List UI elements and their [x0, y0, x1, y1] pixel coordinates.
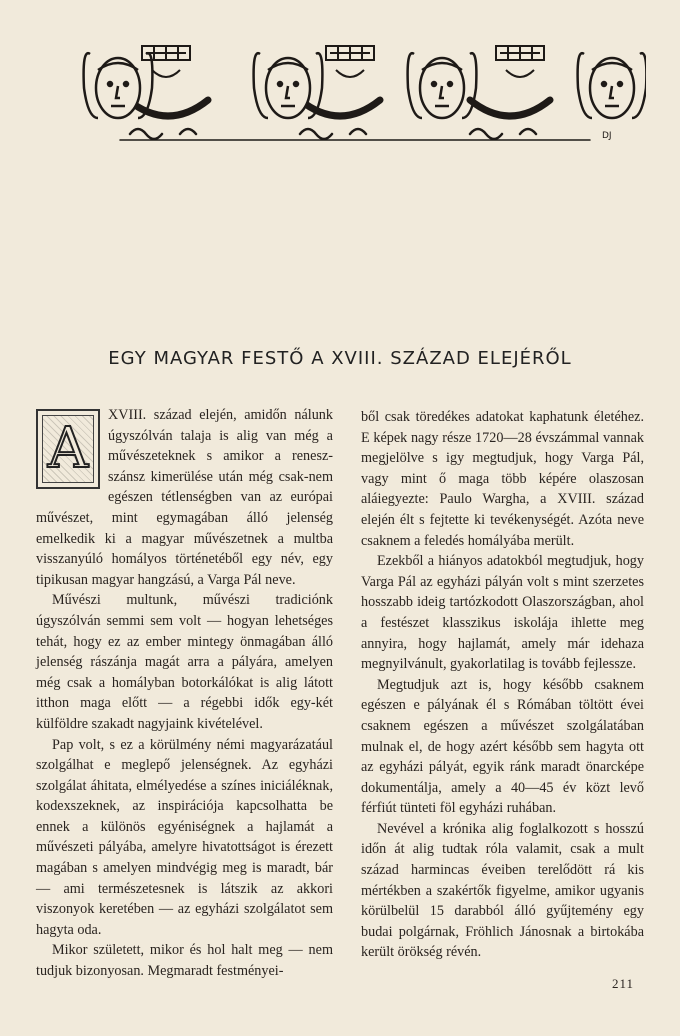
left-column — [36, 405, 333, 982]
page-number: 211 — [611, 976, 634, 991]
monogram: DJ — [602, 131, 612, 141]
flower-ornaments — [142, 46, 544, 77]
paragraph: XVIII. század elején, amidőn nálunk úgyszólván talaja is alig van még a művészeteknek s amikor a renesz-szánsz kimerülése után még csak-nem egészen tétlenségben van az európai művészet, mint egymagában álló jelenség emelkedik ki a magyar művészetnek a multba visszanyúló homályos történetéből egy név, egy tipikusan magyar hangzású, a Varga Pál neve. — [36, 407, 333, 588]
paragraph: Nevével a krónika alig foglalkozott s hosszú időn át alig tudtak róla valamit, csak a mult század harmincas éveiben terelődött rá kis mértékben a szakértők figyelme, amikor ugyanis körülbelül 15 darabból álló gyűjtemény egy budai polgárnak, Fröhlich Jánosnak a birtokába került örökség révén. — [361, 820, 644, 961]
article-title: EGY MAGYAR FESTŐ A XVIII. SZÁZAD ELEJÉRŐL — [108, 348, 572, 369]
drop-cap-frame — [36, 409, 100, 489]
paragraph: Mikor született, mikor és hol halt meg — nem tudjuk bizonyosan. Megmaradt festményei- — [36, 942, 333, 980]
paragraph: Ezekből a hiányos adatokból megtudjuk, hogy Varga Pál az egyházi pályán volt s mint szerzetes hosszabb ideig tartózkodott Olaszországban, ahol a festészet klasszikus iskolája ihlette meg annyira, hogy hajlamát, amely már idehaza megnyilvánult, gyakorlatilag is tovább fejlessze. — [361, 553, 644, 673]
paragraph: Pap volt, s ez a körülmény némi magyarázatául szolgálhat e meglepő jelenségnek. Az egyházi szolgálat áhitata, elmélyedése a színes iniciáléknak, kodexszeknek, az inspirációja kapcsolhatta be ennek a különös egyéniségnek a hajlamát a művészeti pályába, amelyre hivatottságot is érezett magában s amelyen mindvégig meg is maradt, bár — ami természetesnek is látszik az akkori viszonyok keretében — az egyházi szolgálatot sem hagyta oda. — [36, 736, 333, 938]
right-column — [361, 407, 644, 963]
paragraph: ből csak töredékes adatokat kaphatunk életéhez. E képek nagy része 1720—28 évszámmal vannak megjelölve s igy megtudjuk, hogy Varga Pál, vagy mint ő maga több képére olaszosan aláiegyezte: Paulo Wargha, a XVIII. század elején élt s fejtette ki tevékenységét. Azóta neve csaknem a feledés homályába merült. — [361, 409, 644, 549]
paragraph: Megtudjuk azt is, hogy később csaknem egészen e pályának él s Rómában töltött évei csaknem egészen a művészet szolgálatában mulnak el, de hogy azért később sem hagyta ott az egyházi pályát, egyik ránk maradt önarcképe dokumentálja, amely a 40—45 év közt levő férfiút tünteti föl egyházi ruhában. — [361, 676, 644, 817]
paragraph: Művészi multunk, művészi tradiciónk úgyszólván semmi sem volt — hogyan lehetséges tehát, hogy ez az ember mintegy önmagában álló jelenség rászánja magát arra a pályára, amelyen még csak a homályban botorkálókat is alig látott itthon maga előtt — a régebbi idők egy-két külföldre szakadt nagyjaink kivételével. — [36, 592, 333, 732]
header-ornament — [50, 42, 646, 142]
drop-cap: A — [42, 415, 94, 483]
